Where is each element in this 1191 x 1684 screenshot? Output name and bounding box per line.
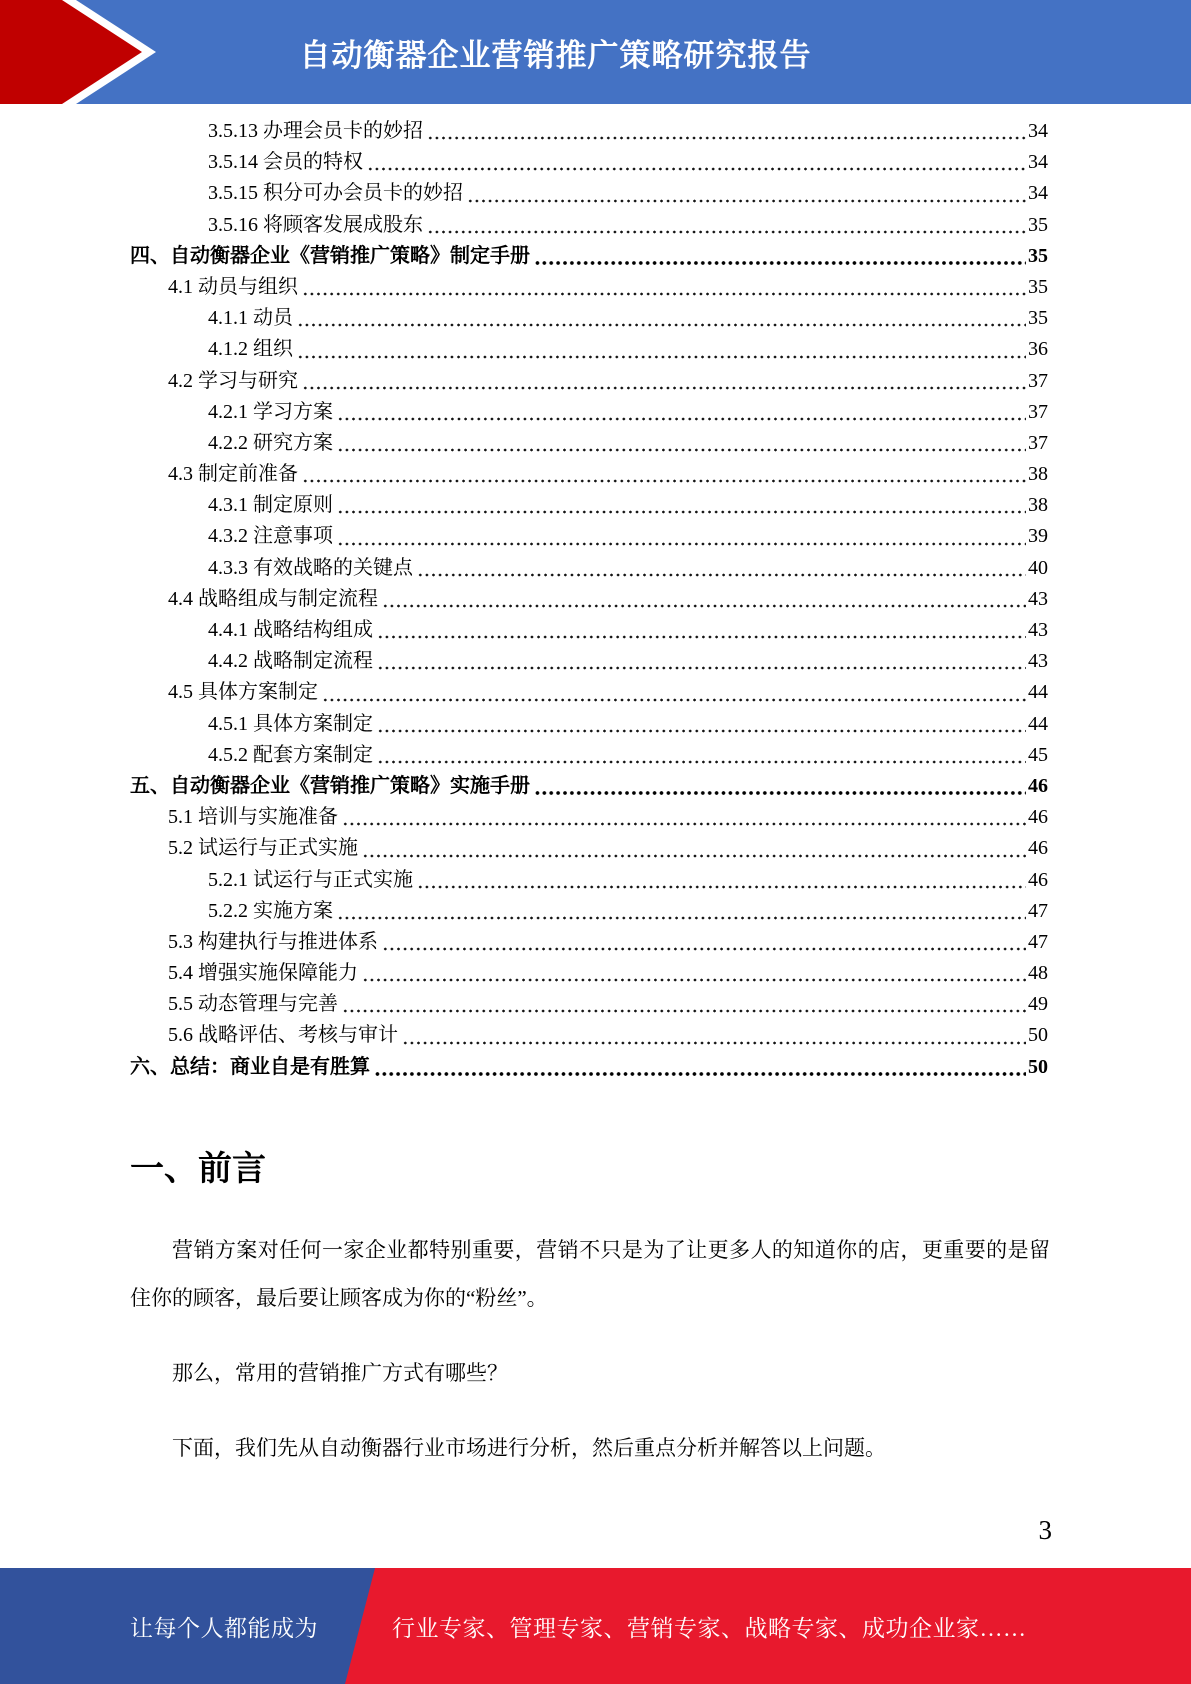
- toc-page-number: 48: [1028, 962, 1048, 985]
- toc-entry[interactable]: [130, 334, 1048, 365]
- toc-entry-label: 5.5 动态管理与完善: [168, 993, 338, 1016]
- toc-entry-label: 4.4.1 战略结构组成: [208, 619, 373, 641]
- toc-page-number: 49: [1028, 993, 1048, 1016]
- toc-entry-label: 四、自动衡器企业《营销推广策略》制定手册: [130, 244, 530, 267]
- toc-page-number: 38: [1028, 463, 1048, 486]
- toc-page-number: 46: [1028, 806, 1048, 829]
- toc-page-number: 37: [1028, 431, 1048, 454]
- footer-slogan-right: 行业专家、管理专家、营销专家、战略专家、成功企业家……: [392, 1615, 1027, 1641]
- toc-entry[interactable]: [130, 490, 1048, 521]
- toc-entry[interactable]: [130, 958, 1048, 989]
- toc-entry[interactable]: [130, 210, 1048, 241]
- toc-page-number: 37: [1028, 400, 1048, 423]
- toc-page-number: 43: [1028, 650, 1048, 673]
- toc-page-number: 50: [1028, 1024, 1048, 1047]
- toc-page-number: 35: [1028, 307, 1048, 330]
- toc-dot-leader: [417, 865, 1026, 896]
- paragraph: 下面，我们先从自动衡器行业市场进行分析，然后重点分析并解答以上问题。: [172, 1436, 886, 1460]
- toc-page-number: 35: [1028, 275, 1048, 298]
- toc-dot-leader: [322, 677, 1026, 708]
- toc-entry[interactable]: [130, 615, 1048, 646]
- toc-entry-label: 4.4.2 战略制定流程: [208, 650, 373, 673]
- toc-dot-leader: [367, 147, 1026, 178]
- toc-dot-leader: [337, 896, 1026, 927]
- page-number: 3: [1038, 1515, 1052, 1545]
- toc-entry[interactable]: [130, 896, 1048, 927]
- toc-entry[interactable]: [130, 989, 1048, 1020]
- toc-entry-label: 4.2.2 研究方案: [208, 431, 333, 454]
- toc-page-number: 35: [1028, 244, 1048, 267]
- toc-page-number: 44: [1028, 712, 1048, 735]
- toc-dot-leader: [342, 802, 1026, 833]
- toc-dot-leader: [534, 241, 1026, 272]
- toc-page-number: 46: [1028, 837, 1048, 860]
- header-banner: [0, 0, 1191, 104]
- toc-dot-leader: [337, 428, 1026, 459]
- toc-entry[interactable]: [130, 677, 1048, 708]
- toc-dot-leader: [427, 116, 1026, 147]
- toc-page-number: 34: [1028, 151, 1048, 174]
- toc-entry-label: 5.4 增强实施保障能力: [168, 962, 358, 985]
- toc-entry-label: 5.2 试运行与正式实施: [168, 837, 358, 860]
- toc-entry[interactable]: [130, 272, 1048, 303]
- toc-entry-label: 3.5.14 会员的特权: [208, 151, 363, 174]
- toc-page-number: 37: [1028, 369, 1048, 392]
- toc-entry-label: 5.3 构建执行与推进体系: [168, 930, 378, 953]
- toc-entry[interactable]: [130, 771, 1048, 802]
- toc-entry-label: 4.5 具体方案制定: [168, 681, 318, 704]
- toc-page-number: 45: [1028, 743, 1048, 766]
- paragraph: 营销方案对任何一家企业都特别重要，营销不只是为了让更多人的知道你的店，更重要的是留住你的顾客，最后要让顾客成为你的“粉丝”。: [130, 1238, 1050, 1310]
- toc-entry-label: 5.2.2 实施方案: [208, 899, 333, 922]
- toc-dot-leader: [377, 740, 1026, 771]
- toc-page-number: 46: [1028, 774, 1048, 797]
- toc-entry-label: 3.5.16 将顾客发展成股东: [208, 213, 423, 236]
- toc-dot-leader: [302, 459, 1026, 490]
- toc-page-number: 43: [1028, 619, 1048, 641]
- toc-entry[interactable]: [130, 303, 1048, 334]
- toc-entry-label: 4.5.2 配套方案制定: [208, 743, 373, 766]
- toc-entry[interactable]: [130, 833, 1048, 864]
- toc-entry[interactable]: [130, 865, 1048, 896]
- body-paragraphs: [130, 1226, 1050, 1499]
- toc-dot-leader: [297, 334, 1026, 365]
- toc-dot-leader: [382, 584, 1026, 615]
- toc-page-number: 34: [1028, 120, 1048, 142]
- toc-entry-label: 3.5.13 办理会员卡的妙招: [208, 120, 423, 142]
- toc-page-number: 44: [1028, 681, 1048, 704]
- toc-entry[interactable]: [130, 397, 1048, 428]
- toc-entry-label: 4.1.2 组织: [208, 338, 293, 361]
- toc-entry[interactable]: [130, 1020, 1048, 1051]
- toc-entry[interactable]: [130, 147, 1048, 178]
- toc-entry-label: 4.1.1 动员: [208, 307, 293, 330]
- toc-entry-label: 5.2.1 试运行与正式实施: [208, 868, 413, 891]
- toc-entry-label: 3.5.15 积分可办会员卡的妙招: [208, 182, 463, 205]
- toc-entry[interactable]: [130, 646, 1048, 677]
- toc-entry[interactable]: [130, 428, 1048, 459]
- toc-entry[interactable]: [130, 241, 1048, 272]
- toc-entry[interactable]: [130, 584, 1048, 615]
- toc-entry-label: 5.1 培训与实施准备: [168, 806, 338, 829]
- toc-entry-label: 五、自动衡器企业《营销推广策略》实施手册: [130, 774, 530, 797]
- toc-entry-label: 5.6 战略评估、考核与审计: [168, 1024, 398, 1047]
- toc-dot-leader: [417, 553, 1026, 584]
- toc-dot-leader: [337, 490, 1026, 521]
- toc-dot-leader: [374, 1052, 1026, 1083]
- toc-page-number: 47: [1028, 930, 1048, 953]
- toc-entry-label: 4.5.1 具体方案制定: [208, 712, 373, 735]
- toc-entry-label: 4.2.1 学习方案: [208, 400, 333, 423]
- toc-entry-label: 4.3 制定前准备: [168, 463, 298, 486]
- toc-dot-leader: [362, 833, 1026, 864]
- toc-dot-leader: [377, 615, 1026, 646]
- toc-dot-leader: [302, 272, 1026, 303]
- toc-dot-leader: [467, 178, 1026, 209]
- toc-page-number: 40: [1028, 556, 1048, 579]
- toc-entry[interactable]: [130, 740, 1048, 771]
- toc-page-number: 38: [1028, 494, 1048, 517]
- toc-entry-label: 4.1 动员与组织: [168, 275, 298, 298]
- toc-entry-label: 4.3.1 制定原则: [208, 494, 333, 517]
- toc-dot-leader: [297, 303, 1026, 334]
- toc-page-number: 47: [1028, 899, 1048, 922]
- toc-dot-leader: [534, 771, 1026, 802]
- toc-page-number: 43: [1028, 587, 1048, 610]
- toc-dot-leader: [302, 366, 1026, 397]
- section-heading-preface: 一、前言: [130, 1150, 266, 1188]
- toc-page-number: 34: [1028, 182, 1048, 205]
- toc-dot-leader: [427, 210, 1026, 241]
- toc-dot-leader: [337, 397, 1026, 428]
- toc-entry-label: 4.4 战略组成与制定流程: [168, 587, 378, 610]
- toc-page-number: 36: [1028, 338, 1048, 361]
- toc-entry[interactable]: [130, 521, 1048, 552]
- footer-banner: [0, 1568, 1191, 1684]
- toc-entry[interactable]: [130, 553, 1048, 584]
- toc-dot-leader: [337, 521, 1026, 552]
- toc-entry[interactable]: [130, 459, 1048, 490]
- toc-entry-label: 4.3.2 注意事项: [208, 525, 333, 548]
- toc-entry[interactable]: [130, 802, 1048, 833]
- toc-page-number: 39: [1028, 525, 1048, 548]
- toc-entry[interactable]: [130, 1052, 1048, 1083]
- footer-slogan-left: 让每个人都能成为: [130, 1615, 318, 1641]
- toc-dot-leader: [342, 989, 1026, 1020]
- toc-entry-label: 六、总结：商业自是有胜算: [130, 1055, 370, 1078]
- toc-dot-leader: [402, 1020, 1026, 1051]
- toc-entry-label: 4.3.3 有效战略的关键点: [208, 556, 413, 579]
- toc-dot-leader: [362, 958, 1026, 989]
- toc-page-number: 35: [1028, 213, 1048, 236]
- toc-entry[interactable]: [130, 709, 1048, 740]
- table-of-contents: [130, 116, 1048, 1083]
- toc-dot-leader: [382, 927, 1026, 958]
- toc-dot-leader: [377, 646, 1026, 677]
- toc-page-number: 50: [1028, 1055, 1048, 1078]
- toc-entry[interactable]: [130, 927, 1048, 958]
- paragraph: 那么，常用的营销推广方式有哪些？: [172, 1361, 508, 1385]
- toc-page-number: 46: [1028, 868, 1048, 891]
- toc-dot-leader: [377, 709, 1026, 740]
- toc-entry[interactable]: [130, 178, 1048, 209]
- toc-entry[interactable]: [130, 116, 1048, 147]
- toc-entry[interactable]: [130, 366, 1048, 397]
- report-title: 自动衡器企业营销推广策略研究报告: [299, 37, 812, 73]
- toc-entry-label: 4.2 学习与研究: [168, 369, 298, 392]
